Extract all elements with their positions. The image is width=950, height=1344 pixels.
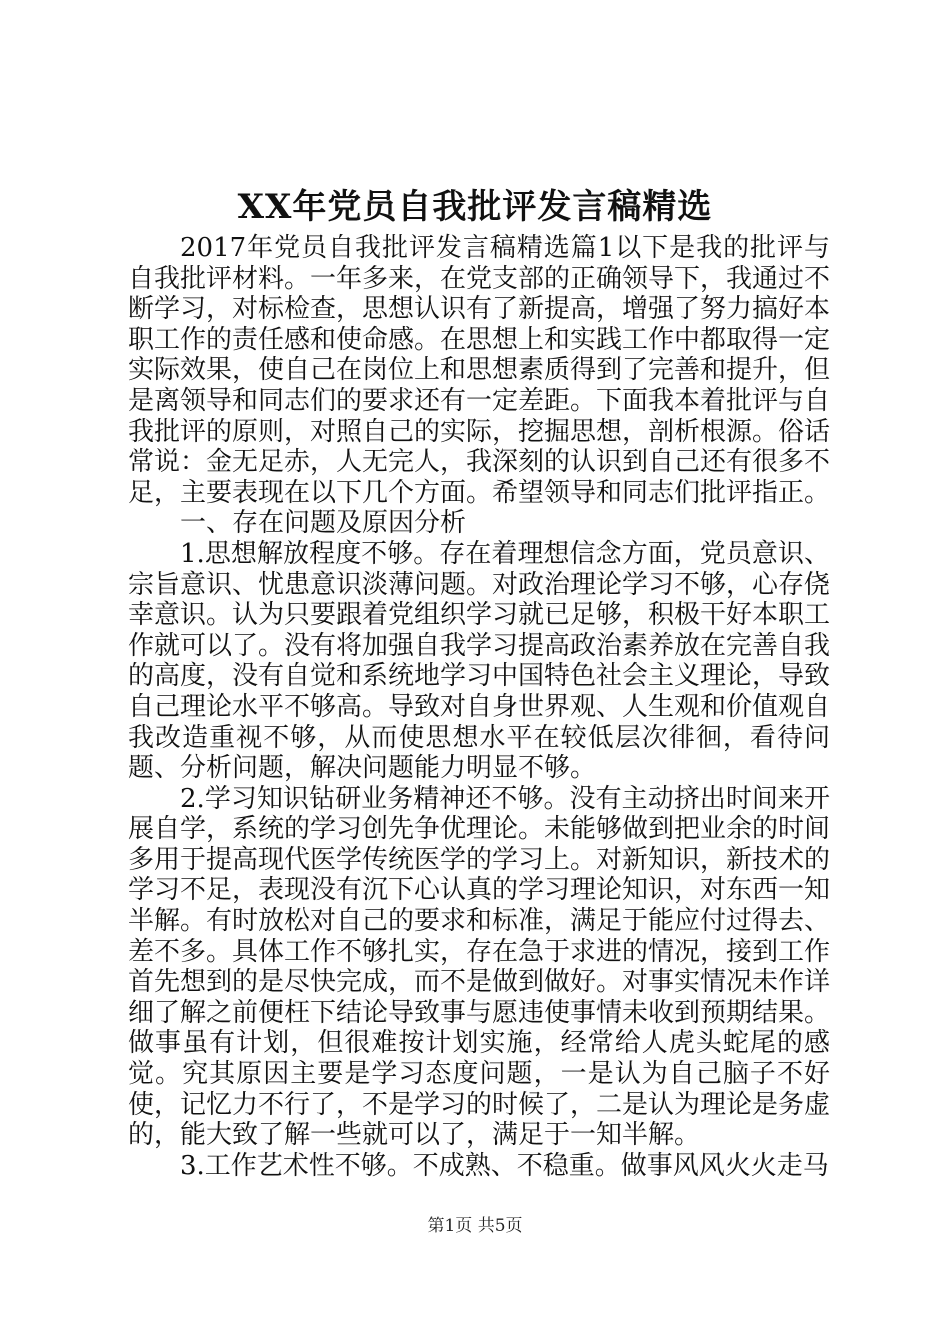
document-body [128, 233, 830, 1181]
page-number-footer: 第1页 共5页 [427, 1216, 523, 1236]
paragraph-intro: 2017年党员自我批评发言稿精选篇1以下是我的批评与自我批评材料。一年多来，在党支部的正确领导下，我通过不断学习，对标检查，思想认识有了新提高，增强了努力搞好本职工作的责任感和使命感。在思想上和实践工作中都取得一定实际效果，使自己在岗位上和思想素质得到了完善和提升，但是离领导和同志们的要求还有一定差距。下面我本着批评与自我批评的原则，对照自己的实际，挖掘思想，剖析根源。俗话常说：金无足赤，人无完人，我深刻的认识到自己还有很多不足，主要表现在以下几个方面。希望领导和同志们批评指正。 [128, 233, 831, 508]
section-heading: 一、存在问题及原因分析 [180, 508, 467, 539]
paragraph-item-1: 1.思想解放程度不够。存在着理想信念方面，党员意识、宗旨意识、忧患意识淡薄问题。对政治理论学习不够，心存侥幸意识。认为只要跟着党组织学习就已足够，积极干好本职工作就可以了。没有将加强自我学习提高政治素养放在完善自我的高度，没有自觉和系统地学习中国特色社会主义理论，导致自己理论水平不够高。导致对自身世界观、人生观和价值观自我改造重视不够，从而使思想水平在较低层次徘徊，看待问题、分析问题，解决问题能力明显不够。 [128, 538, 831, 784]
paragraph-item-3: 3.工作艺术性不够。不成熟、不稳重。做事风风火火走马 [180, 1150, 829, 1181]
document-title: XX年党员自我批评发言稿精选 [237, 187, 713, 227]
paragraph-item-2: 2.学习知识钻研业务精神还不够。没有主动挤出时间来开展自学，系统的学习创先争优理论。未能够做到把业余的时间多用于提高现代医学传统医学的学习上。对新知识，新技术的学习不足，表现没有沉下心认真的学习理论知识，对东西一知半解。有时放松对自己的要求和标准，满足于能应付过得去、差不多。具体工作不够扎实，存在急于求进的情况，接到工作首先想到的是尽快完成，而不是做到做好。对事实情况未作详细了解之前便枉下结论导致事与愿违使事情未收到预期结果。做事虽有计划，但很难按计划实施，经常给人虎头蛇尾的感觉。究其原因主要是学习态度问题，一是认为自己脑子不好使，记忆力不行了，不是学习的时候了，二是认为理论是务虚的，能大致了解一些就可以了，满足于一知半解。 [128, 783, 831, 1151]
